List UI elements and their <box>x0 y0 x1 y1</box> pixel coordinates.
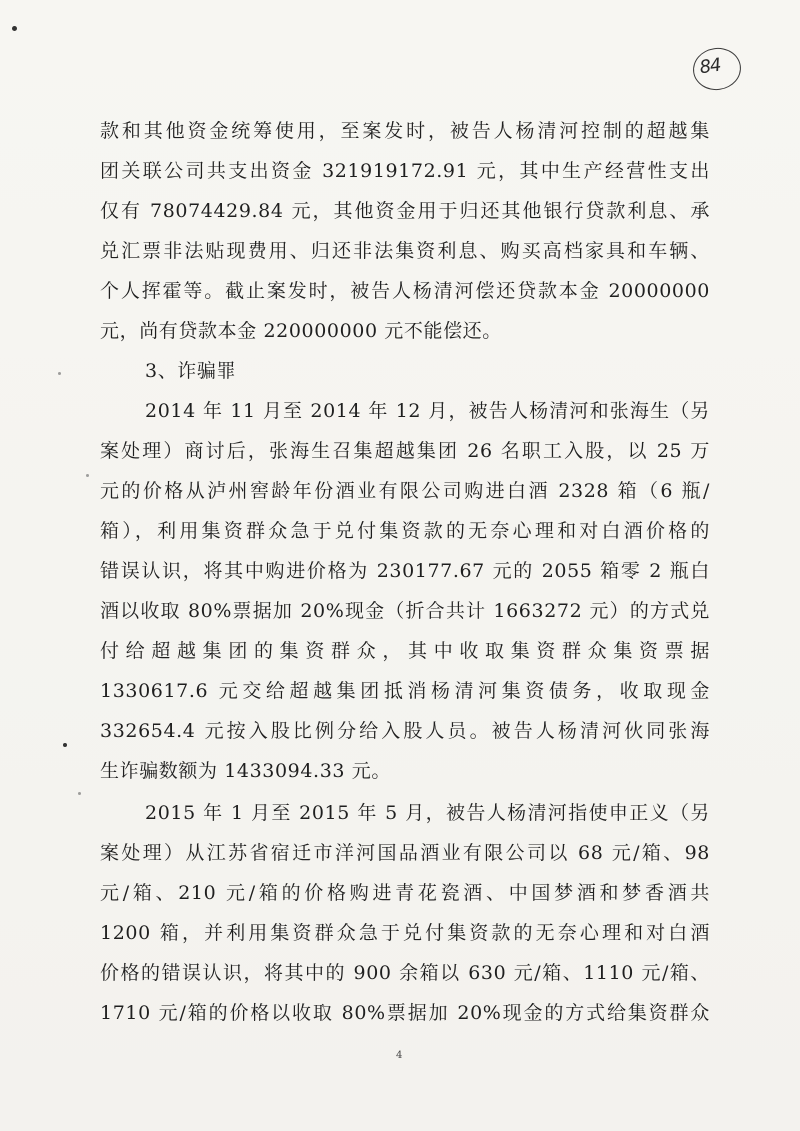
scan-speck <box>86 474 89 477</box>
scan-speck <box>78 792 81 795</box>
scan-speck <box>58 372 61 375</box>
handwritten-page-mark-text: 84 <box>698 54 722 79</box>
body-line: 兑汇票非法贴现费用、归还非法集资利息、购买高档家具和车辆、 <box>100 240 710 262</box>
body-line: 酒以收取 80%票据加 20%现金（折合共计 1663272 元）的方式兑 <box>100 600 710 622</box>
page-number: 4 <box>396 1050 403 1061</box>
body-line: 1200 箱，并利用集资群众急于兑付集资款的无奈心理和对白酒 <box>100 922 710 944</box>
body-line: 错误认识，将其中购进价格为 230177.67 元的 2055 箱零 2 瓶白 <box>100 560 710 582</box>
section-heading: 3、诈骗罪 <box>145 360 237 382</box>
body-line: 元/箱、210 元/箱的价格购进青花瓷酒、中国梦酒和梦香酒共 <box>100 882 710 904</box>
body-line: 款和其他资金统筹使用，至案发时，被告人杨清河控制的超越集 <box>100 120 710 142</box>
body-line: 元，尚有贷款本金 220000000 元不能偿还。 <box>100 320 502 342</box>
body-line: 付给超越集团的集资群众，其中收取集资群众集资票据 <box>100 640 710 662</box>
body-line: 2015 年 1 月至 2015 年 5 月，被告人杨清河指使申正义（另 <box>145 802 710 824</box>
body-line: 案处理）商讨后，张海生召集超越集团 26 名职工入股，以 25 万 <box>100 440 710 462</box>
body-line: 仅有 78074429.84 元，其他资金用于归还其他银行贷款利息、承 <box>100 200 710 222</box>
body-line: 1330617.6 元交给超越集团抵消杨清河集资债务，收取现金 <box>100 680 710 702</box>
body-line: 生诈骗数额为 1433094.33 元。 <box>100 760 391 782</box>
body-line: 箱），利用集资群众急于兑付集资款的无奈心理和对白酒价格的 <box>100 520 710 542</box>
body-line: 个人挥霍等。截止案发时，被告人杨清河偿还贷款本金 20000000 <box>100 280 710 302</box>
body-line: 案处理）从江苏省宿迁市洋河国品酒业有限公司以 68 元/箱、98 <box>100 842 710 864</box>
body-line: 332654.4 元按入股比例分给入股人员。被告人杨清河伙同张海 <box>100 720 710 742</box>
body-line: 价格的错误认识，将其中的 900 余箱以 630 元/箱、1110 元/箱、 <box>100 962 710 984</box>
scan-speck <box>63 743 67 747</box>
handwritten-page-mark <box>690 45 743 93</box>
scan-speck <box>12 26 17 31</box>
body-line: 团关联公司共支出资金 321919172.91 元，其中生产经营性支出 <box>100 160 710 182</box>
body-line: 元的价格从泸州窖龄年份酒业有限公司购进白酒 2328 箱（6 瓶/ <box>100 480 710 502</box>
body-line: 2014 年 11 月至 2014 年 12 月，被告人杨清河和张海生（另 <box>145 400 710 422</box>
body-line: 1710 元/箱的价格以收取 80%票据加 20%现金的方式给集资群众 <box>100 1002 710 1024</box>
